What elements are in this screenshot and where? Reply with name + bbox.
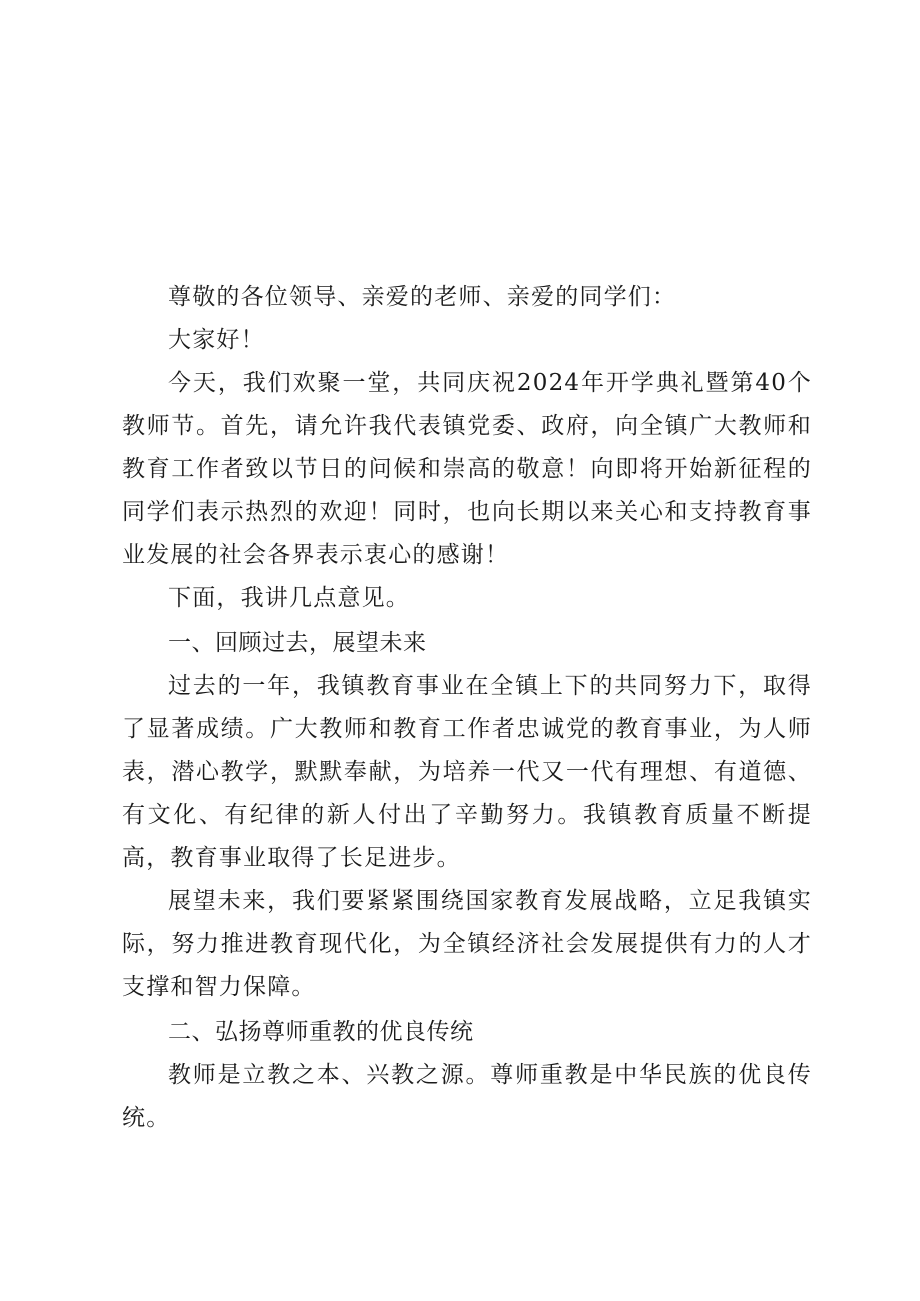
section-heading-1: 一、回顾过去，展望未来 xyxy=(168,630,427,656)
section-heading-2: 二、弘扬尊师重教的优良传统 xyxy=(168,1019,474,1045)
salutation: 尊敬的各位领导、亲爱的老师、亲爱的同学们： xyxy=(168,284,677,310)
paragraph-opening: 今天，我们欢聚一堂，共同庆祝2024年开学典礼暨第40个教师节。首先，请允许我代表镇党委、政府，向全镇广大教师和教育工作者致以节日的问候和崇高的敬意！向即将开始新征程的同学们表示热烈的欢迎！同时，也向长期以来关心和支持教育事业发展的社会各界表示衷心的感谢！ xyxy=(122,370,812,568)
paragraph-teachers: 教师是立教之本、兴教之源。尊师重教是中华民族的优良传统。 xyxy=(122,1062,812,1131)
paragraph-intro: 下面，我讲几点意见。 xyxy=(168,585,410,611)
document-body xyxy=(122,276,812,1140)
paragraph-outlook: 展望未来，我们要紧紧围绕国家教育发展战略，立足我镇实际，努力推进教育现代化，为全镇经济社会发展提供有力的人才支撑和智力保障。 xyxy=(122,888,812,1000)
paragraph-review: 过去的一年，我镇教育事业在全镇上下的共同努力下，取得了显著成绩。广大教师和教育工作者忠诚党的教育事业，为人师表，潜心教学，默默奉献，为培养一代又一代有理想、有道德、有文化、有纪律的新人付出了辛勤努力。我镇教育质量不断提高，教育事业取得了长足进步。 xyxy=(122,673,812,871)
greeting: 大家好！ xyxy=(168,327,265,353)
